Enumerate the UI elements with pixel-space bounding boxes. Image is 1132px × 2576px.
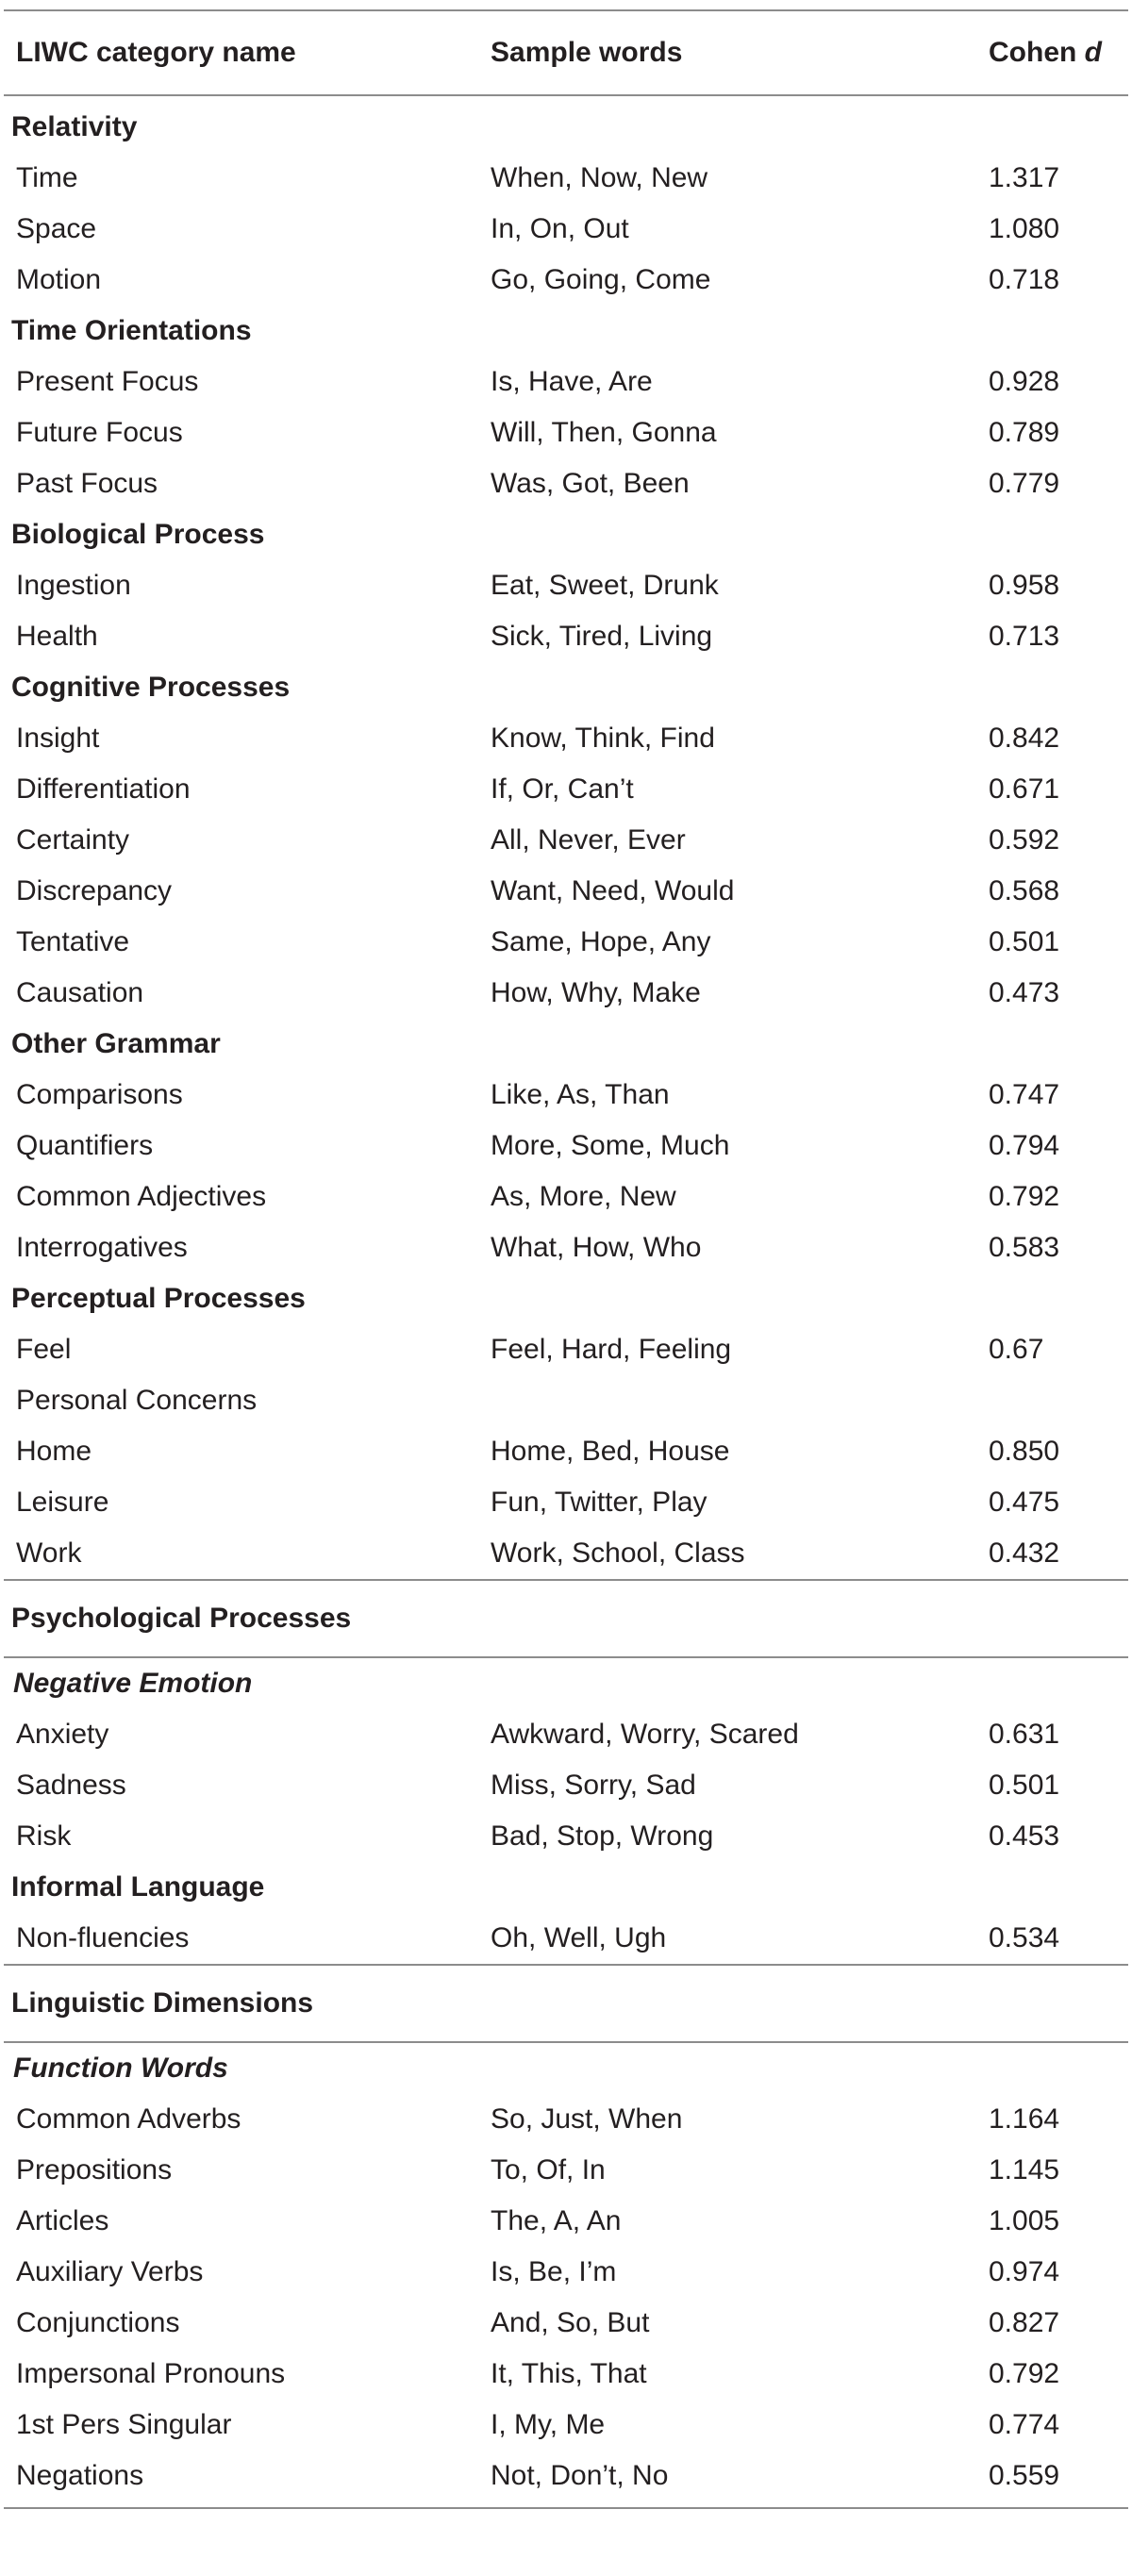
sample-words: Fun, Twitter, Play [491, 1487, 708, 1518]
cohen-d-value: 1.005 [989, 2205, 1060, 2236]
group-heading: Relativity [11, 111, 138, 142]
sample-words: What, How, Who [491, 1232, 702, 1263]
category-name: Prepositions [16, 2154, 173, 2185]
category-name: Time [16, 162, 78, 193]
table-row [0, 1913, 1132, 1964]
subgroup-heading: Function Words [13, 2052, 228, 2084]
table-row [0, 2145, 1132, 2196]
table-row [0, 764, 1132, 815]
group-heading: Perceptual Processes [11, 1283, 306, 1314]
category-name: Sadness [16, 1770, 126, 1801]
sample-words: So, Just, When [491, 2103, 683, 2135]
table-row [0, 153, 1132, 204]
sample-words: More, Some, Much [491, 1130, 730, 1161]
sample-words: Same, Hope, Any [491, 926, 711, 957]
liwc-table [0, 9, 1132, 2509]
header-category-name: LIWC category name [16, 37, 296, 68]
sample-words: When, Now, New [491, 162, 708, 193]
sample-words: Go, Going, Come [491, 264, 711, 295]
header-cohen-d-symbol: d [1084, 37, 1102, 68]
group-heading-row [0, 1019, 1132, 1070]
sample-words: The, A, An [491, 2205, 622, 2236]
table-row [0, 1121, 1132, 1172]
group-heading-row [0, 306, 1132, 357]
header-sample-words: Sample words [491, 37, 683, 68]
cohen-d-value: 0.501 [989, 1770, 1060, 1801]
group-heading: Biological Process [11, 519, 265, 550]
group-heading: Informal Language [11, 1871, 265, 1903]
table-body [0, 96, 1132, 2509]
category-name: Present Focus [16, 366, 199, 397]
category-name: Articles [16, 2205, 109, 2236]
category-name: Common Adverbs [16, 2103, 241, 2135]
sample-words: How, Why, Make [491, 977, 701, 1008]
sample-words: Is, Have, Are [491, 366, 653, 397]
sample-words: As, More, New [491, 1181, 676, 1212]
table-row [0, 815, 1132, 866]
table-row [0, 255, 1132, 306]
cohen-d-value: 0.671 [989, 773, 1060, 805]
table-row [0, 1324, 1132, 1375]
cohen-d-value: 0.718 [989, 264, 1060, 295]
cohen-d-value: 0.958 [989, 570, 1060, 601]
subgroup-heading-row [0, 1658, 1132, 1709]
category-name: Ingestion [16, 570, 131, 601]
category-name: Negations [16, 2460, 144, 2491]
category-name: Feel [16, 1334, 72, 1365]
cohen-d-value: 0.789 [989, 417, 1060, 448]
category-name: Comparisons [16, 1079, 183, 1110]
cohen-d-value: 0.928 [989, 366, 1060, 397]
header-cohen-label: Cohen [989, 37, 1085, 68]
table-row [0, 1811, 1132, 1862]
table-row [0, 1760, 1132, 1811]
category-name: Quantifiers [16, 1130, 154, 1161]
sample-words: All, Never, Ever [491, 824, 686, 856]
group-heading-row [0, 1273, 1132, 1324]
sample-words: Home, Bed, House [491, 1436, 730, 1467]
cohen-d-value: 0.631 [989, 1719, 1060, 1750]
category-name: Differentiation [16, 773, 191, 805]
sample-words: It, This, That [491, 2358, 647, 2389]
sample-words: Miss, Sorry, Sad [491, 1770, 696, 1801]
cohen-d-value: 0.827 [989, 2307, 1060, 2338]
category-name: Conjunctions [16, 2307, 180, 2338]
group-heading: Time Orientations [11, 315, 252, 346]
sample-words: If, Or, Can’t [491, 773, 634, 805]
sample-words: Will, Then, Gonna [491, 417, 717, 448]
category-name: 1st Pers Singular [16, 2409, 232, 2440]
table-row [0, 866, 1132, 917]
cohen-d-value: 1.145 [989, 2154, 1060, 2185]
cohen-d-value: 0.67 [989, 1334, 1044, 1365]
table-row [0, 917, 1132, 968]
category-name: Discrepancy [16, 875, 173, 906]
table-row [0, 611, 1132, 662]
table-row [0, 2298, 1132, 2349]
category-name: Anxiety [16, 1719, 109, 1750]
sample-words: Know, Think, Find [491, 723, 715, 754]
subgroup-heading-row [0, 2043, 1132, 2094]
cohen-d-value: 0.568 [989, 875, 1060, 906]
section-heading-row [0, 1966, 1132, 2041]
sample-words: Sick, Tired, Living [491, 621, 713, 652]
cohen-d-value: 0.747 [989, 1079, 1060, 1110]
category-name: Insight [16, 723, 100, 754]
group-heading-row [0, 1862, 1132, 1913]
cohen-d-value: 0.475 [989, 1487, 1060, 1518]
table-row [0, 2094, 1132, 2145]
cohen-d-value: 0.779 [989, 468, 1060, 499]
sample-words: I, My, Me [491, 2409, 606, 2440]
table-row [0, 1172, 1132, 1222]
sample-words: Eat, Sweet, Drunk [491, 570, 719, 601]
sample-words: Is, Be, I’m [491, 2256, 617, 2287]
table-row [0, 407, 1132, 458]
category-name: Auxiliary Verbs [16, 2256, 204, 2287]
category-name: Work [16, 1537, 82, 1569]
cohen-d-value: 0.583 [989, 1232, 1060, 1263]
cohen-d-value: 0.850 [989, 1436, 1060, 1467]
cohen-d-value: 0.559 [989, 2460, 1060, 2491]
table-row [0, 968, 1132, 1019]
category-name: Certainty [16, 824, 130, 856]
category-name: Non-fluencies [16, 1922, 190, 1953]
section-heading: Linguistic Dimensions [11, 1987, 314, 2019]
table-row [0, 2400, 1132, 2451]
category-name: Space [16, 213, 97, 244]
cohen-d-value: 0.473 [989, 977, 1060, 1008]
header-cohen-d [989, 37, 1132, 69]
table-row [0, 2451, 1132, 2501]
cohen-d-value: 0.774 [989, 2409, 1060, 2440]
cohen-d-value: 0.792 [989, 1181, 1060, 1212]
sample-words: And, So, But [491, 2307, 650, 2338]
bottom-rule [4, 2507, 1128, 2509]
category-name: Risk [16, 1820, 72, 1852]
section-heading: Psychological Processes [11, 1603, 352, 1634]
cohen-d-value: 1.317 [989, 162, 1060, 193]
cohen-d-value: 0.792 [989, 2358, 1060, 2389]
cohen-d-value: 0.534 [989, 1922, 1060, 1953]
sample-words: Like, As, Than [491, 1079, 670, 1110]
sample-words: Oh, Well, Ugh [491, 1922, 667, 1953]
cohen-d-value: 0.453 [989, 1820, 1060, 1852]
cohen-d-value: 0.713 [989, 621, 1060, 652]
sample-words: Bad, Stop, Wrong [491, 1820, 714, 1852]
category-name: Motion [16, 264, 102, 295]
group-heading: Cognitive Processes [11, 672, 291, 703]
cohen-d-value: 0.842 [989, 723, 1060, 754]
group-heading-row [0, 509, 1132, 560]
sample-words: Awkward, Worry, Scared [491, 1719, 799, 1750]
table-row [0, 458, 1132, 509]
category-name: Tentative [16, 926, 130, 957]
table-row [0, 1709, 1132, 1760]
category-name: Home [16, 1436, 92, 1467]
category-name: Future Focus [16, 417, 183, 448]
table-row [0, 2247, 1132, 2298]
category-name: Past Focus [16, 468, 158, 499]
category-name: Common Adjectives [16, 1181, 267, 1212]
sample-words: Was, Got, Been [491, 468, 690, 499]
sample-words: Not, Don’t, No [491, 2460, 669, 2491]
table-row [0, 1477, 1132, 1528]
cohen-d-value: 0.794 [989, 1130, 1060, 1161]
cohen-d-value: 0.432 [989, 1537, 1060, 1569]
table-row [0, 713, 1132, 764]
category-name: Impersonal Pronouns [16, 2358, 286, 2389]
group-heading: Other Grammar [11, 1028, 221, 1059]
sample-words: Want, Need, Would [491, 875, 735, 906]
plain-heading-row [0, 1375, 1132, 1426]
table-row [0, 1070, 1132, 1121]
table-row [0, 357, 1132, 407]
category-name: Leisure [16, 1487, 109, 1518]
category-name: Causation [16, 977, 144, 1008]
table-row [0, 1528, 1132, 1579]
section-heading-row [0, 1581, 1132, 1656]
cohen-d-value: 0.592 [989, 824, 1060, 856]
cohen-d-value: 1.164 [989, 2103, 1060, 2135]
table-row [0, 2349, 1132, 2400]
table-row [0, 1426, 1132, 1477]
cohen-d-value: 1.080 [989, 213, 1060, 244]
sample-words: Work, School, Class [491, 1537, 745, 1569]
sample-words: To, Of, In [491, 2154, 606, 2185]
table-row [0, 204, 1132, 255]
cohen-d-value: 0.974 [989, 2256, 1060, 2287]
sample-words: In, On, Out [491, 213, 629, 244]
subgroup-heading: Negative Emotion [13, 1668, 253, 1699]
plain-heading: Personal Concerns [16, 1385, 258, 1416]
table-header [0, 11, 1132, 94]
group-heading-row [0, 102, 1132, 153]
sample-words: Feel, Hard, Feeling [491, 1334, 732, 1365]
table-row [0, 560, 1132, 611]
table-row [0, 2196, 1132, 2247]
category-name: Interrogatives [16, 1232, 188, 1263]
category-name: Health [16, 621, 98, 652]
table-row [0, 1222, 1132, 1273]
cohen-d-value: 0.501 [989, 926, 1060, 957]
group-heading-row [0, 662, 1132, 713]
